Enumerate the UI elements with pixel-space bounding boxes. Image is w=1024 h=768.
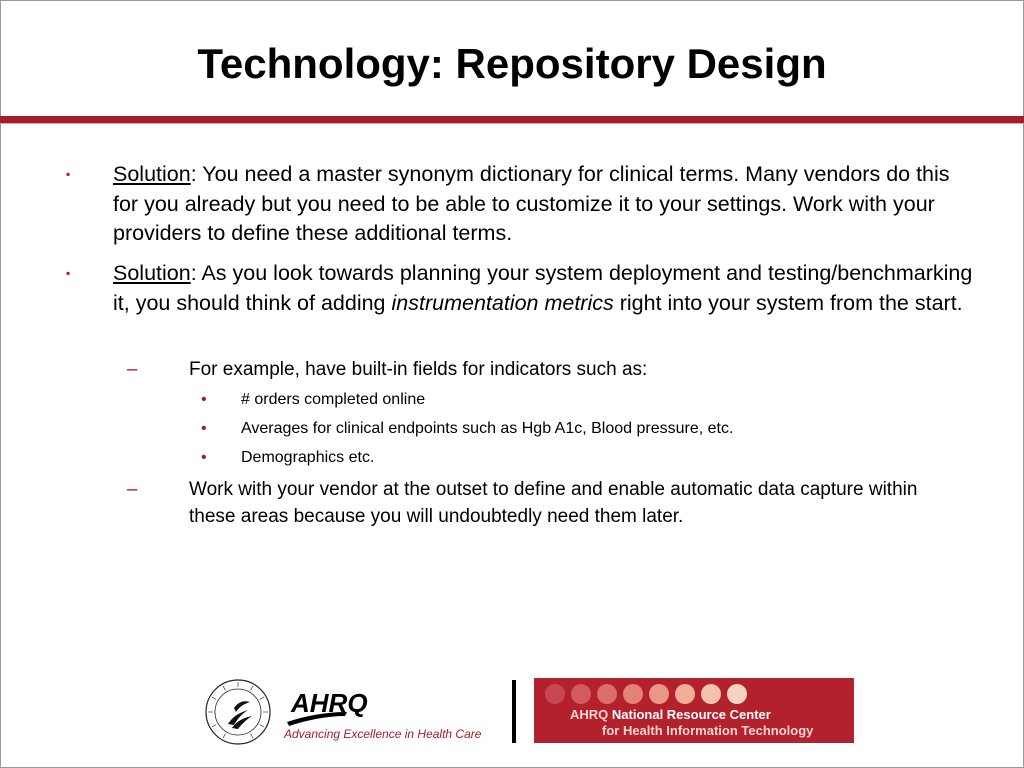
bullet-text-end: right into your system from the start. <box>613 290 963 315</box>
nrc-title-rest: National Resource Center <box>608 707 771 722</box>
bullet-text: : You need a master synonym dictionary for clinical terms. Many vendors do this for you already but you need to be able to customize it to your settings. Work with your providers to define these additional terms. <box>113 162 950 245</box>
footer-separator <box>512 680 516 743</box>
dot-bullet-icon: • <box>201 449 207 466</box>
bullet-solution-1 <box>66 160 973 249</box>
list-item-text: Averages for clinical endpoints such as Hgb A1c, Blood pressure, etc. <box>241 420 734 437</box>
list-item <box>201 418 941 440</box>
sub-item-example <box>127 356 949 383</box>
slide-title: Technology: Repository Design <box>197 40 827 87</box>
bullet-emphasis: instrumentation metrics <box>391 290 614 315</box>
nrc-title-lead: AHRQ <box>570 707 609 722</box>
nrc-subtitle: for Health Information Technology <box>602 723 814 738</box>
ahrq-logo-icon <box>285 682 393 726</box>
bullet-solution-2 <box>66 259 973 318</box>
tagline: Advancing Excellence in Health Care <box>284 727 482 741</box>
bullet-label: Solution <box>113 162 191 186</box>
dash-icon: – <box>127 479 138 500</box>
hhs-seal-icon <box>204 678 272 746</box>
dot-bullet-icon: • <box>201 391 207 408</box>
nrc-title <box>570 707 771 723</box>
bullet-text: : As you look towards planning your system deployment and testing/benchmarking it, you should think of adding <box>113 261 973 315</box>
bullet-label: Solution <box>113 261 191 285</box>
dash-icon: – <box>127 359 138 380</box>
square-bullet-icon: ▪ <box>66 266 71 280</box>
list-item-text: Demographics etc. <box>241 449 375 466</box>
sub-item-text: Work with your vendor at the outset to define and enable automatic data capture within these areas because you will undoubtedly need them later. <box>189 479 918 527</box>
decorative-dots-icon <box>544 683 784 705</box>
square-bullet-icon: ▪ <box>66 167 71 181</box>
list-item <box>201 389 941 411</box>
list-item-text: # orders completed online <box>241 391 426 408</box>
nrc-banner <box>534 678 854 743</box>
sub-item-vendor <box>127 476 949 530</box>
sub-item-text: For example, have built-in fields for indicators such as: <box>189 359 648 380</box>
ahrq-logo-text: AHRQ <box>291 688 368 718</box>
dot-bullet-icon: • <box>201 420 207 437</box>
list-item <box>201 447 941 469</box>
